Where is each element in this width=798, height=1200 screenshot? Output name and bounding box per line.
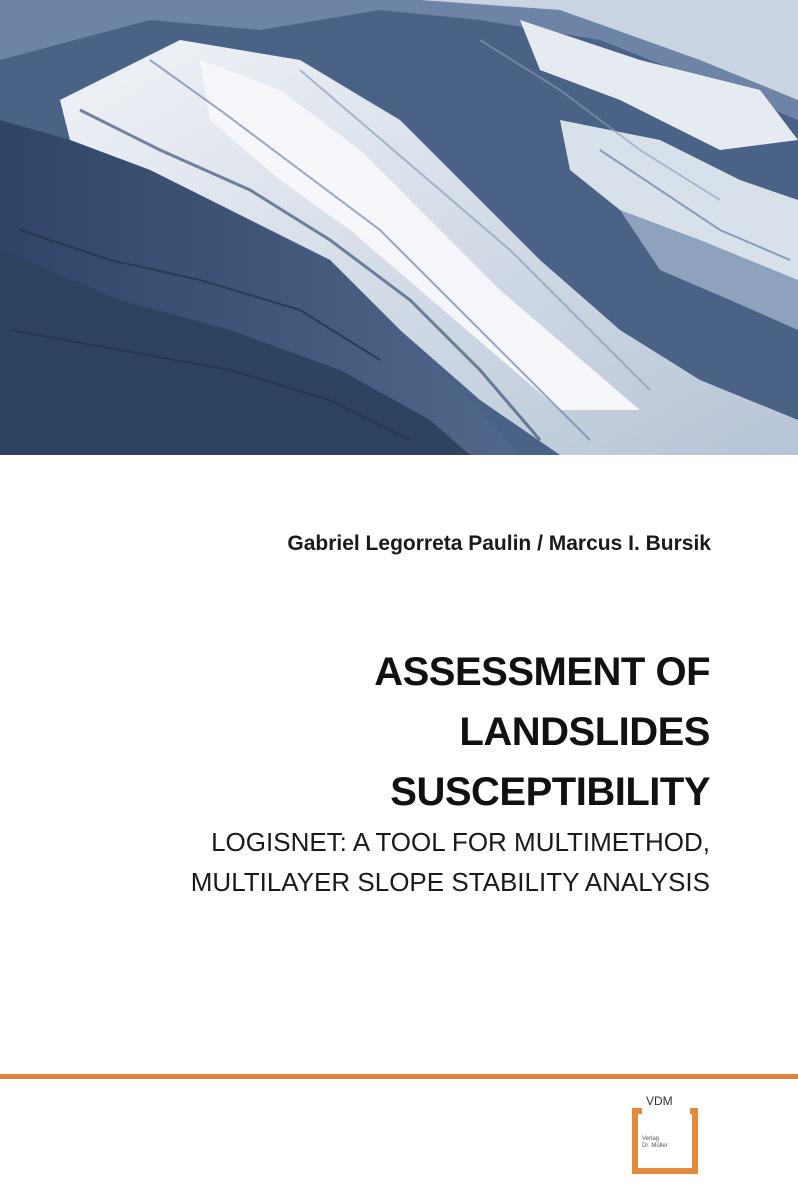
orange-divider [0,1074,798,1079]
publisher-logo-subtext [642,1136,668,1150]
publisher-logo-subtext-line: Dr. Müller [642,1143,668,1149]
cover-photo-snowy-mountains [0,0,798,455]
book-title [30,642,710,822]
book-subtitle [30,822,710,902]
publisher-logo-subtext-line: Verlag [642,1136,660,1142]
book-title-line: SUSCEPTIBILITY [390,770,710,814]
publisher-logo [626,1094,720,1178]
mountain-illustration [0,0,798,455]
book-title-line: ASSESSMENT OF [374,650,710,694]
book-title-line: LANDSLIDES [459,710,710,754]
book-authors: Gabriel Legorreta Paulin / Marcus I. Bursik [287,532,711,555]
book-subtitle-line: LOGISNET: A TOOL FOR MULTIMETHOD, [211,827,710,857]
publisher-logo-brand: VDM [646,1094,673,1108]
book-subtitle-line: MULTILAYER SLOPE STABILITY ANALYSIS [190,867,710,897]
